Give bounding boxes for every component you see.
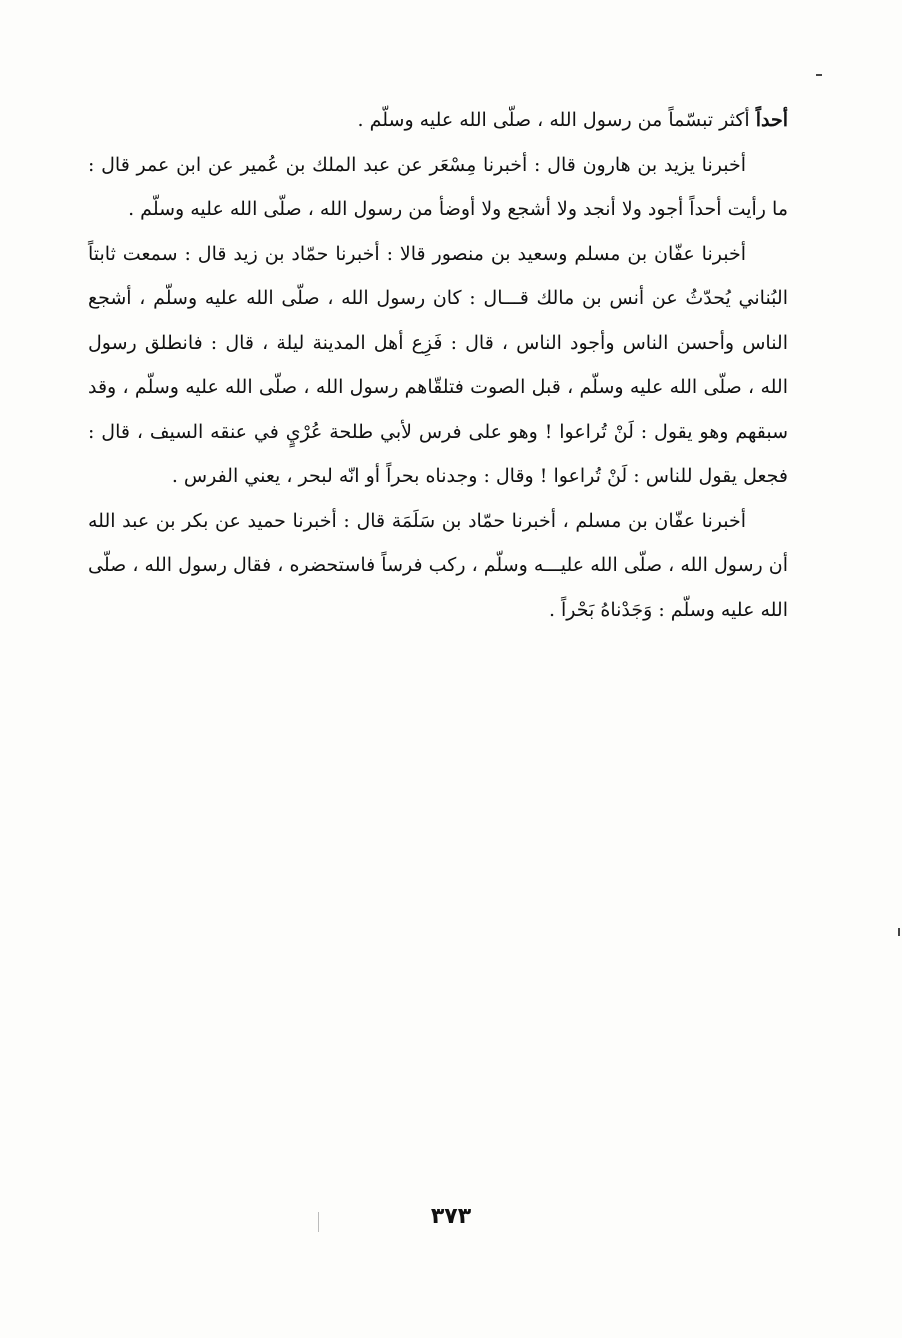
paragraph-1-text: أكثر تبسّماً من رسول الله ، صلّى الله عليه وسلّم . [357, 109, 756, 131]
paragraph-4 [88, 499, 788, 633]
paragraph-3 [88, 232, 788, 499]
paragraph-4-text: أخبرنا عفّان بن مسلم ، أخبرنا حمّاد بن سَلَمَة قال : أخبرنا حميد عن بكر بن عبد الله أن رسول الله ، صلّى الله عليـــه وسلّم ، ركب فرساً فاستحضره ، فقال رسول الله ، صلّى الله عليه وسلّم : وَجَدْناهُ بَحْراً . [88, 509, 788, 621]
paragraph-3-text: أخبرنا عفّان بن مسلم وسعيد بن منصور قالا : أخبرنا حمّاد بن زيد قال : سمعت ثابتاً البُناني يُحدّثُ عن أنس بن مالك قـــال : كان رسول الله ، صلّى الله عليه وسلّم ، أشجع الناس وأحسن الناس وأجود الناس ، قال : فَزِع أهل المدينة ليلة ، قال : فانطلق رسول الله ، صلّى الله عليه وسلّم ، قبل الصوت فتلقّاهم رسول الله ، صلّى الله عليه وسلّم ، وقد سبقهم وهو يقول : لَنْ تُراعوا ! وهو على فرس لأبي طلحة عُرْيٍ في عنقه السيف ، قال : فجعل يقول للناس : لَنْ تُراعوا ! وقال : وجدناه بحراً أو انّه لبحر ، يعني الفرس . [88, 242, 788, 487]
scan-speck [318, 1212, 319, 1232]
paragraph-1-lead: أحداً [755, 109, 788, 131]
scan-speck [898, 928, 900, 936]
paragraph-1 [88, 98, 788, 143]
paragraph-2 [88, 143, 788, 232]
paragraph-2-text: أخبرنا يزيد بن هارون قال : أخبرنا مِسْعَر عن عبد الملك بن عُمير عن ابن عمر قال : ما رأيت أحداً أجود ولا أنجد ولا أشجع ولا أوضأ من رسول الله ، صلّى الله عليه وسلّم . [88, 153, 788, 220]
scan-speck [816, 74, 822, 76]
page-number: ٣٧٣ [430, 1204, 472, 1229]
hadith-text-block [88, 98, 788, 632]
